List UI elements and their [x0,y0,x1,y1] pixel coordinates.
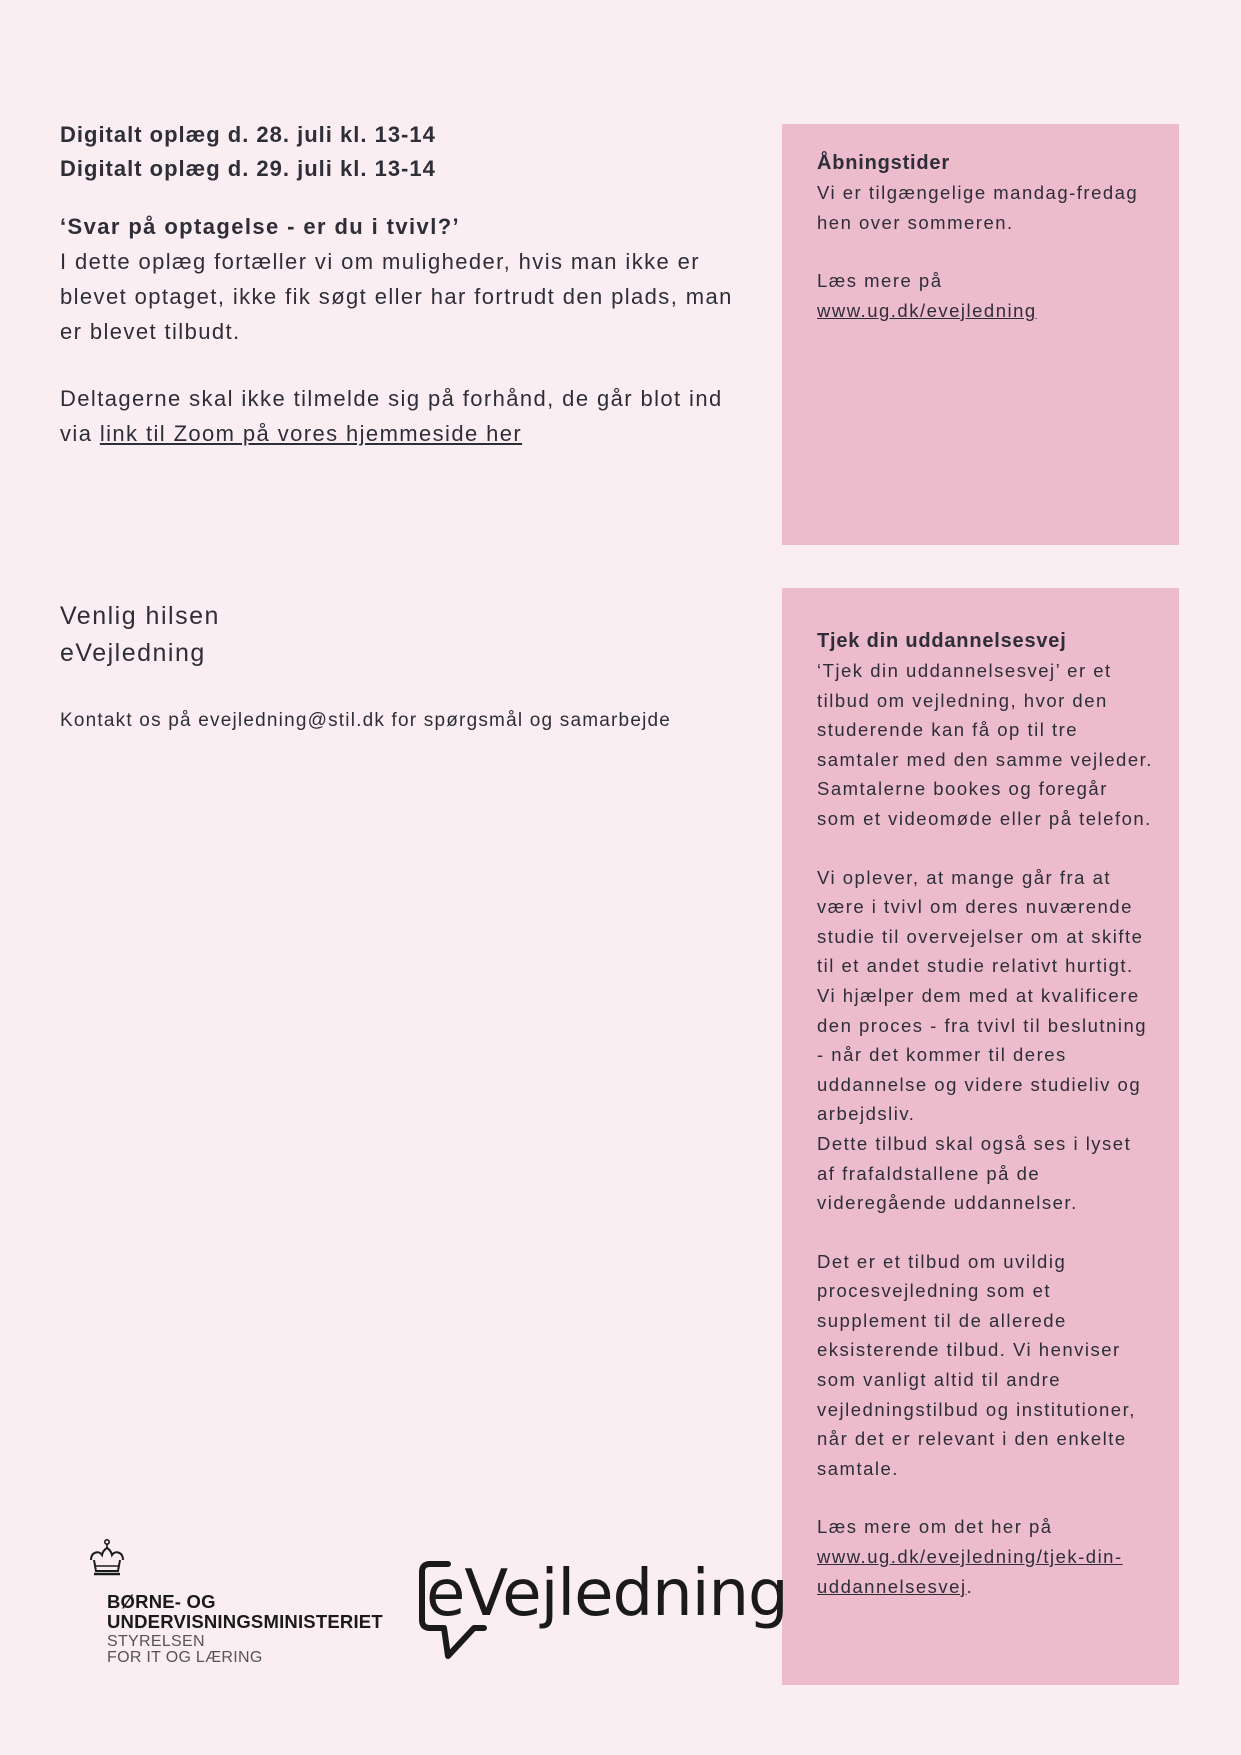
talk-description: I dette oplæg fortæller vi om muligheder, hvis man ikke er blevet optaget, ikke fik søgt eller har fortrudt den plads, man er blevet tilbudt. [60,249,733,344]
ministry-logo [85,1538,395,1668]
education-path-box [782,588,1179,1685]
zoom-link[interactable]: link til Zoom på vores hjemmeside her [99,421,523,446]
event-date-2: Digitalt oplæg d. 29. juli kl. 13-14 [60,156,436,181]
ministry-name-line-2: UNDERVISNINGSMINISTERIET [107,1611,383,1632]
education-path-paragraph-2b: Dette tilbud skal også ses i lyset af frafaldstallene på de videregående uddannelser. [817,1132,1132,1214]
ministry-name-line-1: BØRNE- OG [107,1591,216,1612]
read-more-suffix: . [966,1575,974,1597]
talk-title: ‘Svar på optagelse - er du i tvivl?’ [60,214,461,239]
crown-icon [85,1538,131,1578]
evejledning-link[interactable]: www.ug.dk/evejledning [817,299,1037,321]
read-more-prefix: Læs mere på [817,270,943,292]
education-path-read-more [817,1512,1153,1601]
education-path-title: Tjek din uddannelsesvej [817,630,1067,652]
greeting [60,598,220,672]
opening-hours-box [782,124,1179,545]
opening-hours-text: Vi er tilgængelige mandag-fredag hen over sommeren. [817,182,1139,233]
signup-prefix: Deltagerne skal ikke tilmelde sig på forhånd, de går blot ind via [60,386,723,446]
contact-text: Kontakt os på evejledning@stil.dk for spørgsmål og samarbejde [60,710,672,731]
greeting-line-1: Venlig hilsen [60,602,220,630]
opening-hours-title: Åbningstider [817,152,950,174]
event-info [60,118,760,451]
agency-name-line-2: FOR IT OG LÆRING [107,1649,263,1666]
evejledning-wordmark: eVejledning [426,1557,788,1631]
greeting-signature: eVejledning [60,639,206,667]
education-path-paragraph-2: Vi oplever, at mange går fra at være i tvivl om deres nuværende studie til overvejelser om at skifte til et andet studie relativt hurtigt. Vi hjælper dem med at kvalificere den proces - fra tvivl til beslutning - når det kommer til deres uddannelse og videre studieliv og arbejdsliv. [817,866,1148,1125]
education-path-paragraph-1: ‘Tjek din uddannelsesvej’ er et tilbud om vejledning, hvor den studerende kan få op til tre samtaler med den samme vejleder. Samtalerne bookes og foregår som et videomøde eller på telefon. [817,660,1153,829]
agency-name-line-1: STYRELSEN [107,1633,205,1650]
evejledning-logo [418,1556,788,1661]
opening-hours-read-more [817,266,1153,325]
event-date-1: Digitalt oplæg d. 28. juli kl. 13-14 [60,122,436,147]
read-more-prefix: Læs mere om det her på [817,1516,1053,1538]
signup-text [60,381,760,451]
education-path-link[interactable]: www.ug.dk/evejledning/tjek-din-uddannelsesvej [817,1546,1123,1597]
education-path-paragraph-3: Det er et tilbud om uvildig procesvejledning som et supplement til de allerede eksisterende tilbud. Vi henviser som vanligt altid til andre vejledningstilbud og institutioner, når det er relevant i den enkelte samtale. [817,1250,1136,1479]
